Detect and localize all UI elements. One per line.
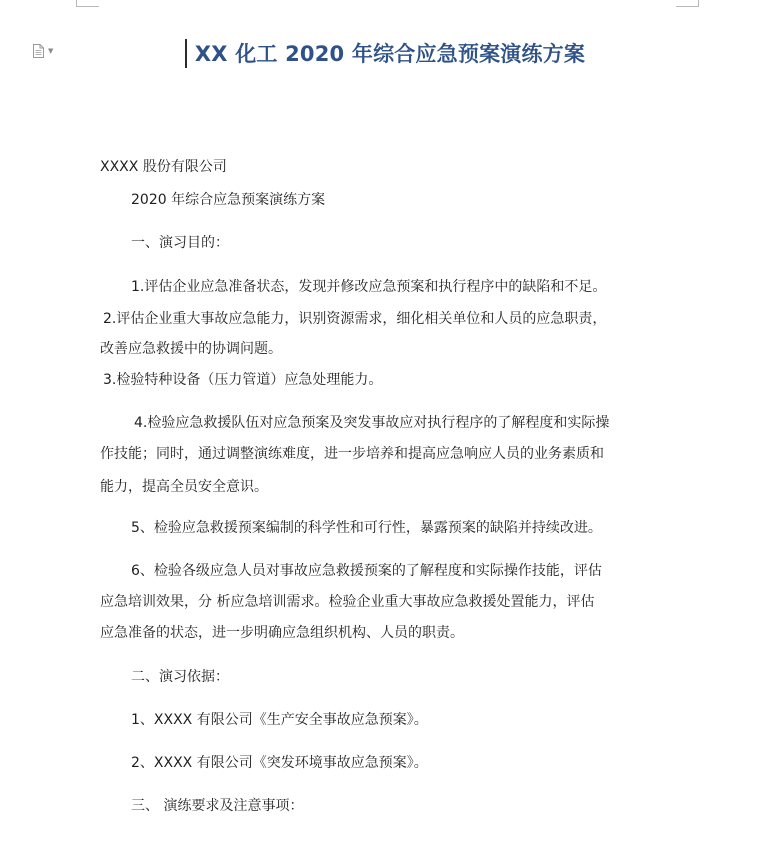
- paragraph-4-line-1[interactable]: 4.检验应急救援队伍对应急预案及突发事故应对执行程序的了解程度和实际操: [134, 415, 610, 431]
- paragraph-2-line-2[interactable]: 改善应急救援中的协调问题。: [100, 341, 282, 357]
- text-cursor: [185, 39, 187, 68]
- paragraph-5[interactable]: 5、检验应急救援预案编制的科学性和可行性，暴露预案的缺陷并持续改进。: [131, 520, 602, 536]
- page-corner-mark-right: [676, 0, 699, 7]
- company-name[interactable]: XXXX 股份有限公司: [100, 159, 227, 175]
- document-title[interactable]: XX 化工 2020 年综合应急预案演练方案: [194, 42, 586, 66]
- paragraph-4-line-2[interactable]: 作技能；同时，通过调整演练难度，进一步培养和提高应急响应人员的业务素质和: [100, 446, 604, 462]
- paragraph-3[interactable]: 3.检验特种设备（压力管道）应急处理能力。: [103, 372, 383, 388]
- paragraph-4-line-3[interactable]: 能力，提高全员安全意识。: [100, 479, 268, 495]
- basis-item-1[interactable]: 1、XXXX 有限公司《生产安全事故应急预案》。: [131, 712, 428, 728]
- section1-heading[interactable]: 一、演习目的：: [131, 235, 229, 251]
- paragraph-1[interactable]: 1.评估企业应急准备状态，发现并修改应急预案和执行程序中的缺陷和不足。: [131, 279, 607, 295]
- document-subtitle[interactable]: 2020 年综合应急预案演练方案: [131, 192, 326, 208]
- paragraph-2-line-1[interactable]: 2.评估企业重大事故应急能力，识别资源需求，细化相关单位和人员的应急职责，: [103, 311, 607, 327]
- page-corner-mark-left: [76, 0, 99, 7]
- paragraph-6-line-2[interactable]: 应急培训效果，分 析应急培训需求。检验企业重大事故应急救援处置能力，评估: [100, 594, 595, 610]
- section3-heading[interactable]: 三、 演练要求及注意事项：: [131, 798, 304, 814]
- chevron-down-icon: ▼: [48, 46, 54, 55]
- section2-heading[interactable]: 二、演习依据：: [131, 669, 229, 685]
- paragraph-6-line-3[interactable]: 应急准备的状态，进一步明确应急组织机构、人员的职责。: [100, 625, 464, 641]
- basis-item-2[interactable]: 2、XXXX 有限公司《突发环境事故应急预案》。: [131, 755, 428, 771]
- paragraph-6-line-1[interactable]: 6、检验各级应急人员对事故应急救援预案的了解程度和实际操作技能，评估: [131, 563, 602, 579]
